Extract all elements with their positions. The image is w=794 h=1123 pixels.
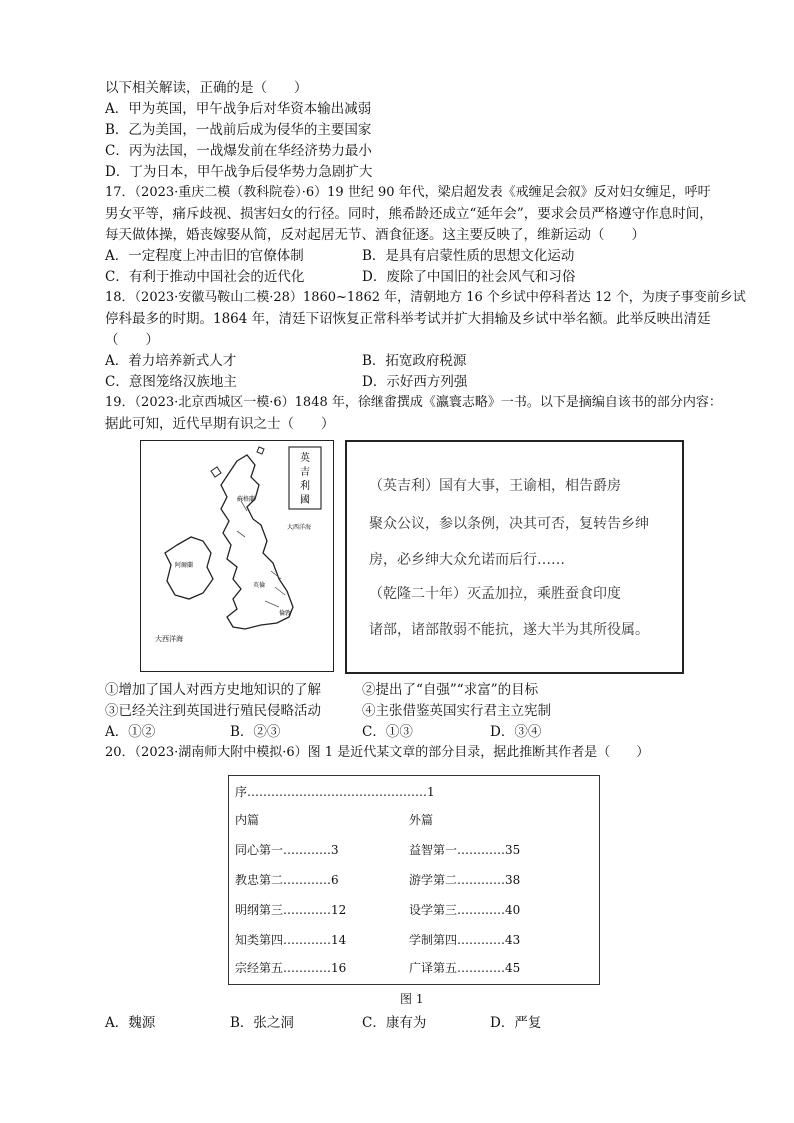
q20-option-c[interactable]: C．康有为: [362, 1015, 427, 1031]
map-shading: [237, 501, 285, 607]
map-label-atlantic-south: 大西洋海: [155, 635, 183, 643]
figure-caption: 图 1: [400, 992, 424, 1006]
map-label-scotland: 蘇格蘭: [237, 496, 256, 503]
q17-stem-line-1: 17．（2023·重庆二模（教科院卷）·6）19 世纪 90 年代，梁启超发表《戒缠足会叙》反对妇女缠足，呼吁: [105, 185, 711, 200]
toc-inner-item: 明纲第三…………12: [235, 903, 347, 917]
q19-option-d[interactable]: D．③④: [490, 724, 542, 740]
q16-option-b[interactable]: B．乙为美国，一战前后成为侵华的主要国家: [105, 122, 372, 138]
q18-option-a[interactable]: A．着力培养新式人才: [105, 353, 237, 369]
map-title-char-4: 國: [300, 495, 310, 506]
q19-option-c[interactable]: C．①③: [362, 724, 413, 740]
excerpt-line-4: （乾隆二十年）灭孟加拉，乘胜蚕食印度: [369, 586, 621, 602]
excerpt-line-3: 房，必乡绅大众允诺而后行……: [369, 552, 565, 568]
q20-stem: 20．（2023·湖南师大附中模拟·6）图 1 是近代某文章的部分目录，据此推断其作者是（ ）: [105, 745, 650, 760]
q19-statement-3: ③已经关注到英国进行殖民侵略活动: [105, 703, 321, 719]
q19-stem-line-1: 19．（2023·北京西城区一模·6）1848 年，徐继畬撰成《瀛寰志略》一书。以下是摘编自该书的部分内容：: [105, 395, 722, 410]
toc-outer-item: 游学第二…………38: [409, 873, 521, 887]
toc-preface: 序………………………………………1: [235, 785, 435, 799]
q19-option-b[interactable]: B．②③: [230, 724, 281, 740]
q18-stem-line-1: 18．（2023·安徽马鞍山二模·28）1860~1862 年，清朝地方 16 个乡试中停科者达 12 个，为庚子事变前乡试: [105, 290, 746, 305]
q17-stem-line-3: 每天做体操，婚丧嫁娶从简，反对起居无节、酒食征逐。这主要反映了，维新运动（ ）: [105, 227, 645, 243]
q19-statement-4: ④主张借鉴英国实行君主立宪制: [362, 703, 551, 719]
toc-outer-item: 广译第五…………45: [409, 961, 521, 975]
q19-statement-1: ①增加了国人对西方史地知识的了解: [105, 682, 321, 698]
britain-map-figure: [140, 440, 334, 672]
q16-option-d[interactable]: D．丁为日本，甲午战争后侵华势力急剧扩大: [105, 164, 373, 180]
map-label-atlantic-north: 大西洋海: [287, 524, 312, 531]
q17-option-b[interactable]: B．是具有启蒙性质的思想文化运动: [362, 248, 575, 264]
q18-option-c[interactable]: C．意图笼络汉族地主: [105, 374, 237, 390]
toc-inner-item: 教忠第二…………6: [235, 873, 339, 887]
q18-stem-line-3: （ ）: [105, 332, 159, 348]
map-title-char-2: 吉: [300, 467, 310, 478]
q17-option-d[interactable]: D．废除了中国旧的社会风气和习俗: [362, 269, 576, 285]
map-title-char-1: 英: [300, 453, 310, 464]
toc-outer-title: 外篇: [409, 813, 434, 827]
toc-inner-item: 同心第一…………3: [235, 843, 339, 857]
q16-stem-tail: 以下相关解读，正确的是（ ）: [105, 80, 308, 96]
toc-inner-title: 内篇: [235, 813, 260, 827]
q17-option-c[interactable]: C．有利于推动中国社会的近代化: [105, 269, 305, 285]
toc-outer-item: 益智第一…………35: [409, 843, 521, 857]
britain-map-svg: [141, 441, 333, 671]
toc-inner-item: 知类第四…………14: [235, 933, 347, 947]
q20-option-a[interactable]: A．魏源: [105, 1015, 156, 1031]
island-2: [257, 447, 264, 454]
q18-option-b[interactable]: B．拓宽政府税源: [362, 353, 467, 369]
q20-option-b[interactable]: B．张之洞: [230, 1015, 294, 1031]
q19-option-a[interactable]: A．①②: [105, 724, 156, 740]
toc-figure: [228, 775, 600, 985]
q19-stem-line-2: 据此可知，近代早期有识之士（ ）: [105, 416, 335, 432]
toc-inner-item: 宗经第五…………16: [235, 961, 347, 975]
excerpt-box: [345, 440, 684, 674]
excerpt-line-1: （英吉利）国有大事，王谕相，相告爵房: [369, 478, 621, 494]
toc-outer-item: 学制第四…………43: [409, 933, 521, 947]
q16-option-c[interactable]: C．丙为法国，一战爆发前在华经济势力最小: [105, 143, 372, 159]
great-britain-outline: [221, 455, 293, 629]
q16-option-a[interactable]: A．甲为英国，甲午战争后对华资本输出减弱: [105, 101, 372, 117]
island-1: [211, 467, 221, 477]
q17-option-a[interactable]: A．一定程度上冲击旧的官僚体制: [105, 248, 304, 264]
q18-option-d[interactable]: D．示好西方列强: [362, 374, 468, 390]
q20-option-d[interactable]: D．严复: [490, 1015, 542, 1031]
q19-statement-2: ②提出了“自强”“求富”的目标: [362, 682, 539, 698]
toc-outer-item: 设学第三…………40: [409, 903, 521, 917]
q17-stem-line-2: 男女平等，痛斥歧视、损害妇女的行径。同时，熊希龄还成立“延年会”，要求会员严格遵守作息时间，: [105, 206, 713, 222]
map-title-char-3: 利: [300, 481, 310, 492]
map-label-england: 英倫: [253, 582, 266, 589]
excerpt-line-2: 聚众公议，参以条例，决其可否，复转告乡绅: [369, 516, 649, 532]
q18-stem-line-2: 停科最多的时期。1864 年，清廷下诏恢复正常科举考试并扩大捐输及乡试中举名额。此举反映出清廷: [105, 311, 711, 327]
map-label-ireland: 阿爾蘭: [175, 562, 194, 569]
map-label-london: 倫敦: [279, 610, 292, 617]
excerpt-line-5: 诸部，诸部散弱不能抗，遂大半为其所役属。: [369, 622, 649, 638]
